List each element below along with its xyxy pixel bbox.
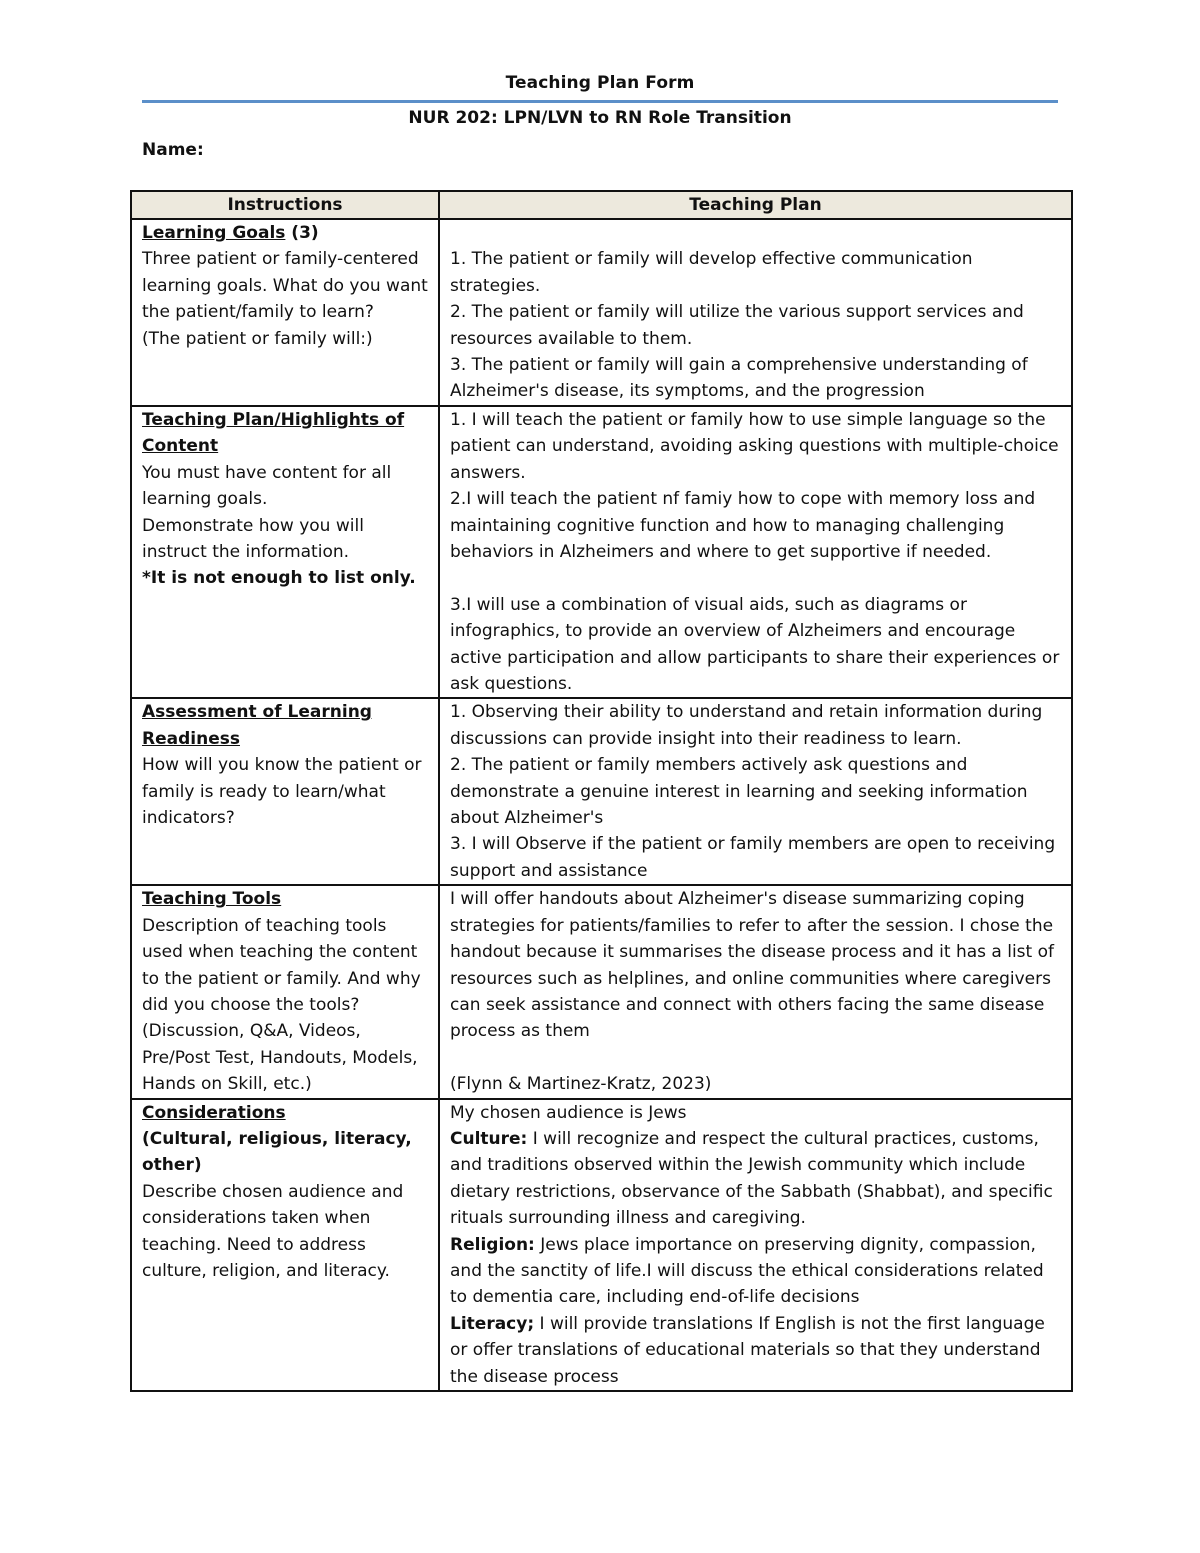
title-divider [142, 100, 1058, 103]
plan-cell [439, 406, 1072, 698]
instructions-cell: Learning Goals (3) Three patient or family-centered learning goals. What do you want the patient/family to learn? (The patient or family will:) [131, 219, 439, 406]
plan-text: 2. The patient or family members actively ask questions and demonstrate a genuine interest in learning and seeking information about Alzheimer's [450, 755, 1028, 829]
name-label: Name: [142, 140, 204, 160]
religion-text: Jews place importance on preserving dignity, compassion, and the sanctity of life.I will discuss the ethical considerations related to dementia care, including end-of-life decisions [450, 1234, 1044, 1308]
religion-label: Religion: [450, 1234, 535, 1255]
plan-cell [439, 1099, 1072, 1391]
table-row [131, 885, 1072, 1098]
plan-text: 3. The patient or family will gain a comprehensive understanding of Alzheimer's disease, its symptoms, and the progression [450, 355, 1028, 402]
culture-label: Culture: [450, 1128, 528, 1149]
plan-cell [439, 885, 1072, 1098]
instruction-text: (The patient or family will:) [142, 328, 373, 349]
instruction-text: Demonstrate how you will instruct the information. [142, 515, 364, 563]
table-row [131, 406, 1072, 698]
table-row [131, 698, 1072, 885]
table-header-row [131, 191, 1072, 219]
citation-text: (Flynn & Martinez-Kratz, 2023) [450, 1074, 712, 1095]
row-heading: Assessment of Learning Readiness [142, 702, 372, 749]
instruction-text: Describe chosen audience and considerations taken when teaching. Need to address culture, religion, and literacy. [142, 1181, 404, 1281]
plan-text: 1. The patient or family will develop effective communication strategies. [450, 249, 973, 296]
instructions-cell [131, 698, 439, 885]
plan-text: 2. The patient or family will utilize the various support services and resources available to them. [450, 302, 1024, 349]
plan-cell [439, 698, 1072, 885]
table-row [131, 219, 1072, 406]
instruction-text: How will you know the patient or family is ready to learn/what indicators? [142, 755, 422, 829]
plan-text: 3.I will use a combination of visual aids, such as diagrams or infographics, to provide an overview of Alzheimers and encourage active participation and allow participants to share their experiences or ask questions. [450, 594, 1060, 695]
instructions-cell [131, 885, 439, 1098]
audience-text: My chosen audience is Jews [450, 1102, 687, 1123]
row-subheading: (Cultural, religious, literacy, other) [142, 1128, 412, 1176]
row-heading: Considerations [142, 1102, 286, 1123]
row-heading: Learning Goals [142, 223, 286, 243]
plan-text: 2.I will teach the patient nf famiy how to cope with memory loss and maintaining cognitive function and how to managing challenging behaviors in Alzheimers and where to get supportive if needed. [450, 489, 1036, 563]
instructions-cell [131, 1099, 439, 1391]
plan-text: 3. I will Observe if the patient or family members are open to receiving support and assistance [450, 834, 1056, 881]
teaching-plan-table [130, 190, 1073, 1392]
instruction-text: Description of teaching tools used when teaching the content to the patient or family. And why did you choose the tools? [142, 915, 421, 1015]
culture-text: I will recognize and respect the cultural practices, customs, and traditions observed within the Jewish community which include dietary restrictions, observance of the Sabbath (Shabbat), and specific rituals surrounding illness and caregiving. [450, 1128, 1053, 1229]
instruction-text: (Discussion, Q&A, Videos, Pre/Post Test, Handouts, Models, Hands on Skill, etc.) [142, 1021, 418, 1095]
form-title: Teaching Plan Form [505, 73, 695, 93]
instructions-cell [131, 406, 439, 698]
course-title: NUR 202: LPN/LVN to RN Role Transition [408, 108, 792, 128]
plan-text: 1. Observing their ability to understand and retain information during discussions can provide insight into their readiness to learn. [450, 702, 1043, 749]
literacy-label: Literacy; [450, 1313, 535, 1334]
row-heading: Teaching Plan/Highlights of Content [142, 410, 405, 457]
plan-cell [439, 219, 1072, 406]
plan-text: I will offer handouts about Alzheimer's disease summarizing coping strategies for patients/families to refer to after the session. I chose the handout because it summarises the disease process and it has a list of resources such as helplines, and online communities where caregivers can seek assistance and connect with others facing the same disease process as them [450, 889, 1054, 1042]
row-heading: Teaching Tools [142, 889, 282, 910]
instruction-note: *It is not enough to list only. [142, 568, 416, 589]
table-row [131, 1099, 1072, 1391]
instruction-text: You must have content for all learning goals. [142, 462, 392, 510]
header-instructions: Instructions [131, 191, 439, 219]
plan-text: 1. I will teach the patient or family how to use simple language so the patient can understand, avoiding asking questions with multiple-choice answers. [450, 410, 1059, 483]
header-teaching-plan: Teaching Plan [439, 191, 1072, 219]
instruction-text: Three patient or family-centered learning goals. What do you want the patient/family to learn? [142, 249, 428, 323]
literacy-text: I will provide translations If English is not the first language or offer translations of educational materials so that they understand the disease process [450, 1313, 1045, 1387]
